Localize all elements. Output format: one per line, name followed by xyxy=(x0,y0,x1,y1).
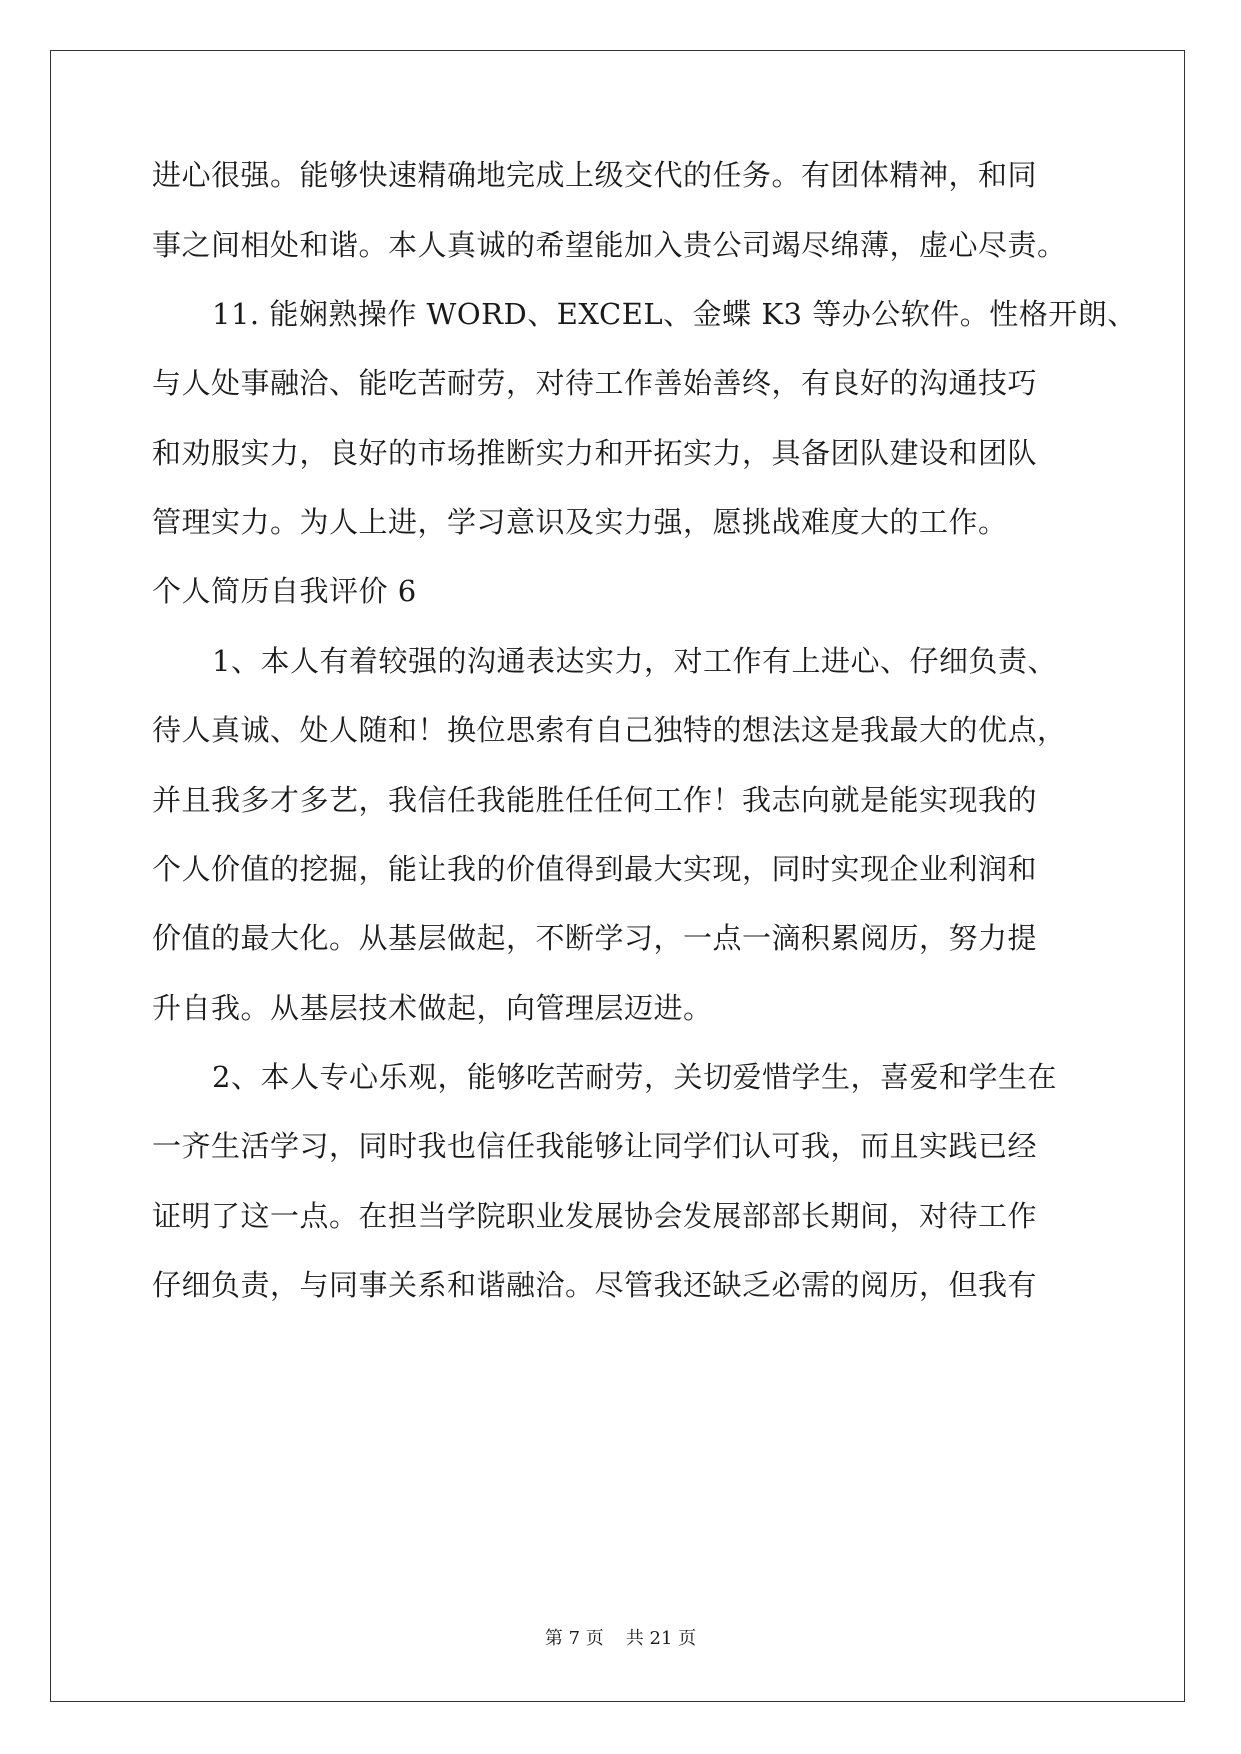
text-line-3: 11. 能娴熟操作 WORD、EXCEL、金蝶 K3 等办公软件。性格开朗、 xyxy=(212,297,1137,331)
text-line-2: 事之间相处和谐。本人真诚的希望能加入贵公司竭尽绵薄，虚心尽责。 xyxy=(152,228,1067,262)
page-number: 第 7 页 xyxy=(544,1628,604,1649)
page-total: 共 21 页 xyxy=(625,1628,697,1649)
text-line-11: 个人价值的挖掘，能让我的价值得到最大实现，同时实现企业利润和 xyxy=(152,852,1038,886)
text-line-9: 待人真诚、处人随和！换位思索有自己独特的想法这是我最大的优点， xyxy=(152,713,1067,747)
page-footer xyxy=(0,1627,1241,1651)
text-line-1: 进心很强。能够快速精确地完成上级交代的任务。有团体精神，和同 xyxy=(152,158,1038,192)
text-line-4: 与人处事融洽、能吃苦耐劳，对待工作善始善终，有良好的沟通技巧 xyxy=(152,366,1038,400)
text-line-5: 和劝服实力，良好的市场推断实力和开拓实力，具备团队建设和团队 xyxy=(152,436,1038,470)
text-line-16: 证明了这一点。在担当学院职业发展协会发展部部长期间，对待工作 xyxy=(152,1199,1038,1233)
text-line-15: 一齐生活学习，同时我也信任我能够让同学们认可我，而且实践已经 xyxy=(152,1129,1038,1163)
text-line-6: 管理实力。为人上进，学习意识及实力强，愿挑战难度大的工作。 xyxy=(152,505,1008,539)
text-line-13: 升自我。从基层技术做起，向管理层迈进。 xyxy=(152,991,713,1025)
text-line-12: 价值的最大化。从基层做起，不断学习，一点一滴积累阅历，努力提 xyxy=(152,921,1038,955)
text-line-14: 2、本人专心乐观，能够吃苦耐劳，关切爱惜学生，喜爱和学生在 xyxy=(212,1060,1057,1094)
section-heading: 个人简历自我评价 6 xyxy=(152,574,417,608)
text-line-10: 并且我多才多艺，我信任我能胜任任何工作！我志向就是能实现我的 xyxy=(152,783,1038,817)
text-line-8: 1、本人有着较强的沟通表达实力，对工作有上进心、仔细负责、 xyxy=(212,644,1057,678)
text-line-17: 仔细负责，与同事关系和谐融洽。尽管我还缺乏必需的阅历，但我有 xyxy=(152,1268,1038,1302)
